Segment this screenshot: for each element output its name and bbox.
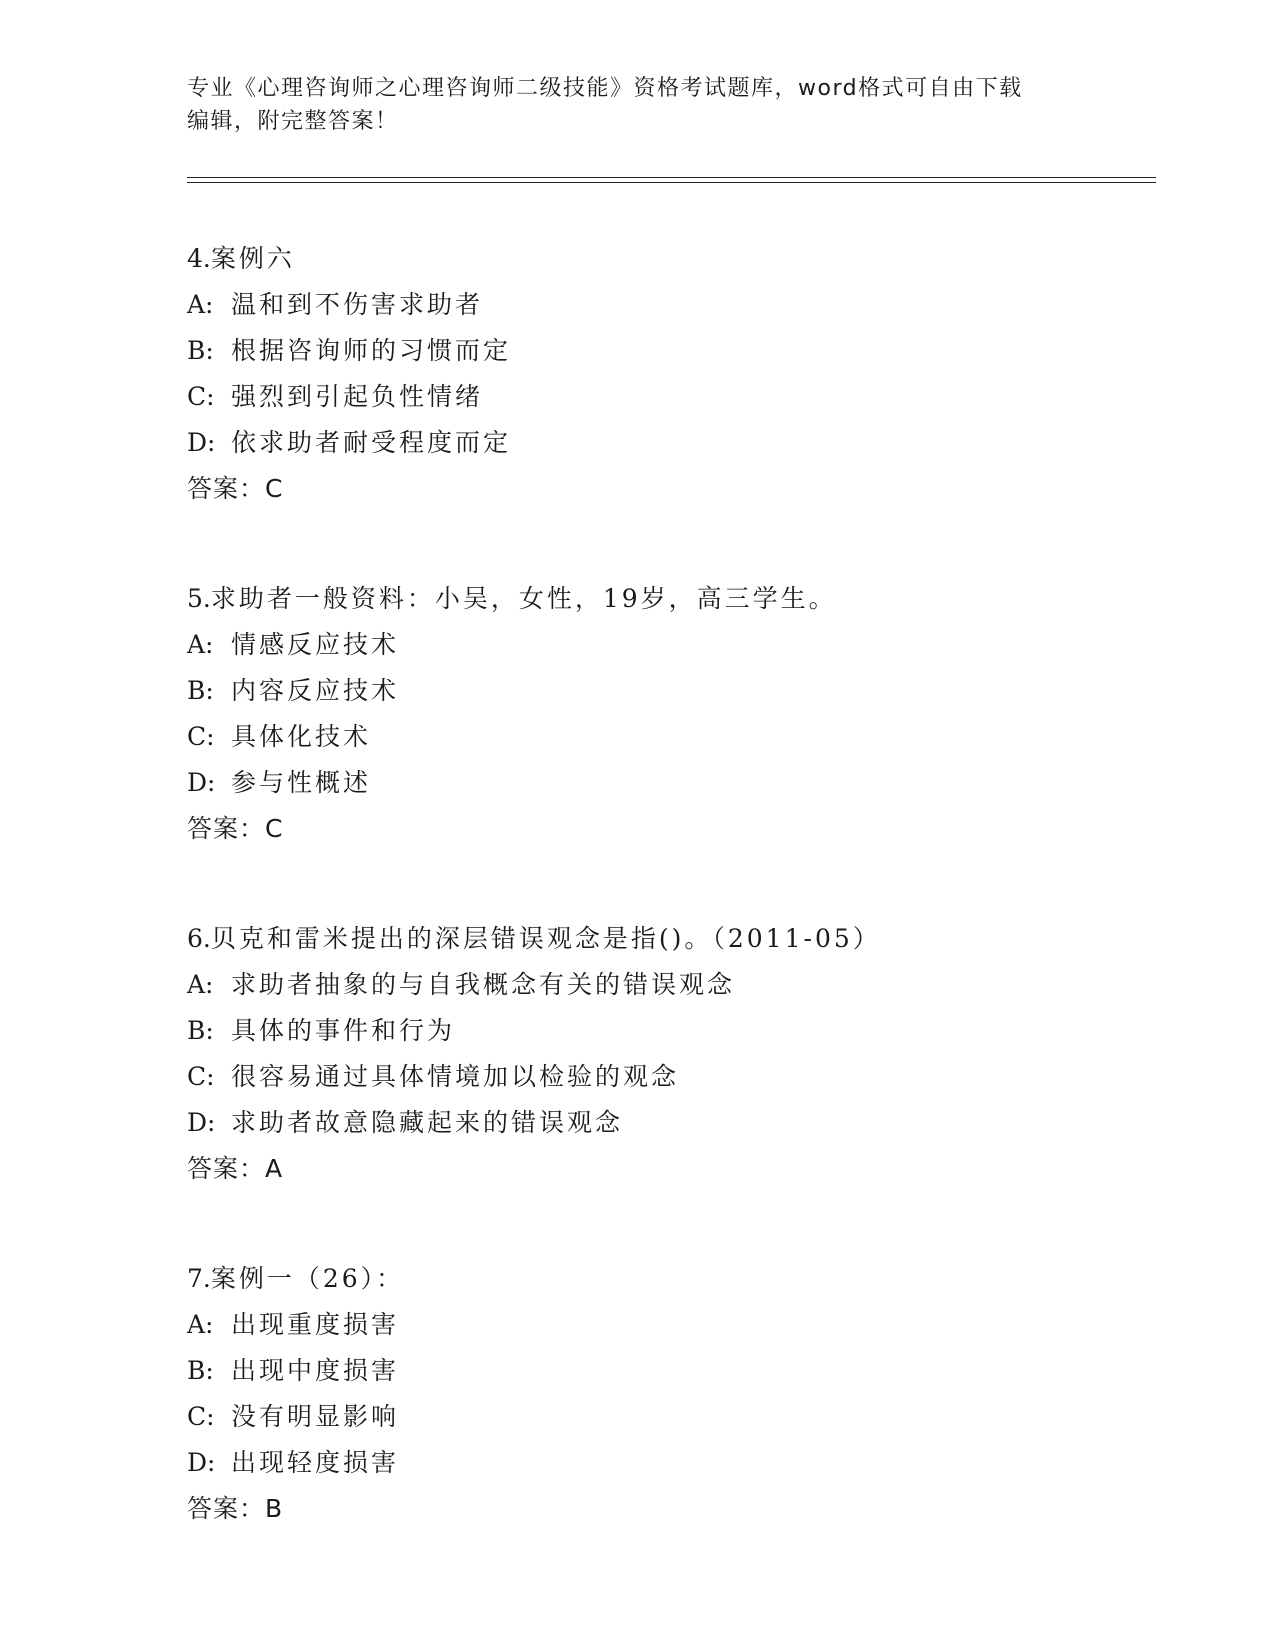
option-d [187,1100,1147,1146]
option-text: 出现轻度损害 [231,1448,400,1477]
option-letter: C: [187,722,215,751]
question-stem [187,916,1147,962]
option-text: 具体化技术 [231,722,372,751]
header-line-2: 编辑，附完整答案！ [187,109,399,134]
question-stem [187,576,1147,622]
option-text: 出现重度损害 [231,1310,400,1339]
option-a [187,622,1147,668]
option-b [187,668,1147,714]
option-letter: C: [187,382,215,411]
option-text: 参与性概述 [231,768,372,797]
option-d [187,760,1147,806]
option-letter: A: [187,970,214,999]
answer-line: 答案：B [187,1494,284,1523]
option-letter: D: [187,1448,216,1477]
option-text: 内容反应技术 [231,676,400,705]
option-text: 很容易通过具体情境加以检验的观念 [231,1062,680,1091]
option-a [187,962,1147,1008]
question-list [187,236,1147,1596]
question-text: 贝克和雷米提出的深层错误观念是指()。（2011-05） [210,924,881,953]
document-header [187,72,1067,138]
option-text: 求助者故意隐藏起来的错误观念 [231,1108,624,1137]
answer-line: 答案：C [187,474,284,503]
option-letter: C: [187,1402,215,1431]
option-letter: D: [187,428,216,457]
header-line-1: 专业《心理咨询师之心理咨询师二级技能》资格考试题库，word格式可自由下载 [187,76,1023,101]
question-number: 5. [187,584,211,613]
question-5 [187,576,1147,852]
question-text: 求助者一般资料：小吴，女性，19岁，高三学生。 [210,584,837,613]
option-text: 出现中度损害 [231,1356,400,1385]
option-letter: B: [187,1016,214,1045]
option-text: 温和到不伤害求助者 [231,290,484,319]
header-divider-top [187,177,1156,178]
option-text: 强烈到引起负性情绪 [231,382,484,411]
option-text: 没有明显影响 [231,1402,400,1431]
question-stem [187,1256,1147,1302]
option-letter: B: [187,336,214,365]
option-c [187,374,1147,420]
option-d [187,420,1147,466]
option-letter: D: [187,1108,216,1137]
question-number: 4. [187,244,211,273]
header-divider-bottom [187,182,1156,183]
option-letter: A: [187,630,214,659]
option-c [187,1394,1147,1440]
question-6 [187,916,1147,1192]
option-c [187,714,1147,760]
option-text: 情感反应技术 [231,630,400,659]
option-b [187,1008,1147,1054]
option-c [187,1054,1147,1100]
question-stem [187,236,1147,282]
option-b [187,1348,1147,1394]
option-letter: A: [187,290,214,319]
option-letter: A: [187,1310,214,1339]
question-number: 7. [187,1264,211,1293]
answer-line: 答案：C [187,814,284,843]
option-text: 求助者抽象的与自我概念有关的错误观念 [231,970,736,999]
question-text: 案例六 [210,244,295,273]
question-4 [187,236,1147,512]
question-7 [187,1256,1147,1532]
option-letter: C: [187,1062,215,1091]
option-text: 具体的事件和行为 [231,1016,456,1045]
option-text: 根据咨询师的习惯而定 [231,336,512,365]
option-letter: D: [187,768,216,797]
answer-line: 答案：A [187,1154,284,1183]
question-text: 案例一（26）： [210,1264,405,1293]
option-a [187,282,1147,328]
option-b [187,328,1147,374]
option-letter: B: [187,676,214,705]
option-a [187,1302,1147,1348]
option-letter: B: [187,1356,214,1385]
option-d [187,1440,1147,1486]
question-number: 6. [187,924,211,953]
option-text: 依求助者耐受程度而定 [231,428,512,457]
